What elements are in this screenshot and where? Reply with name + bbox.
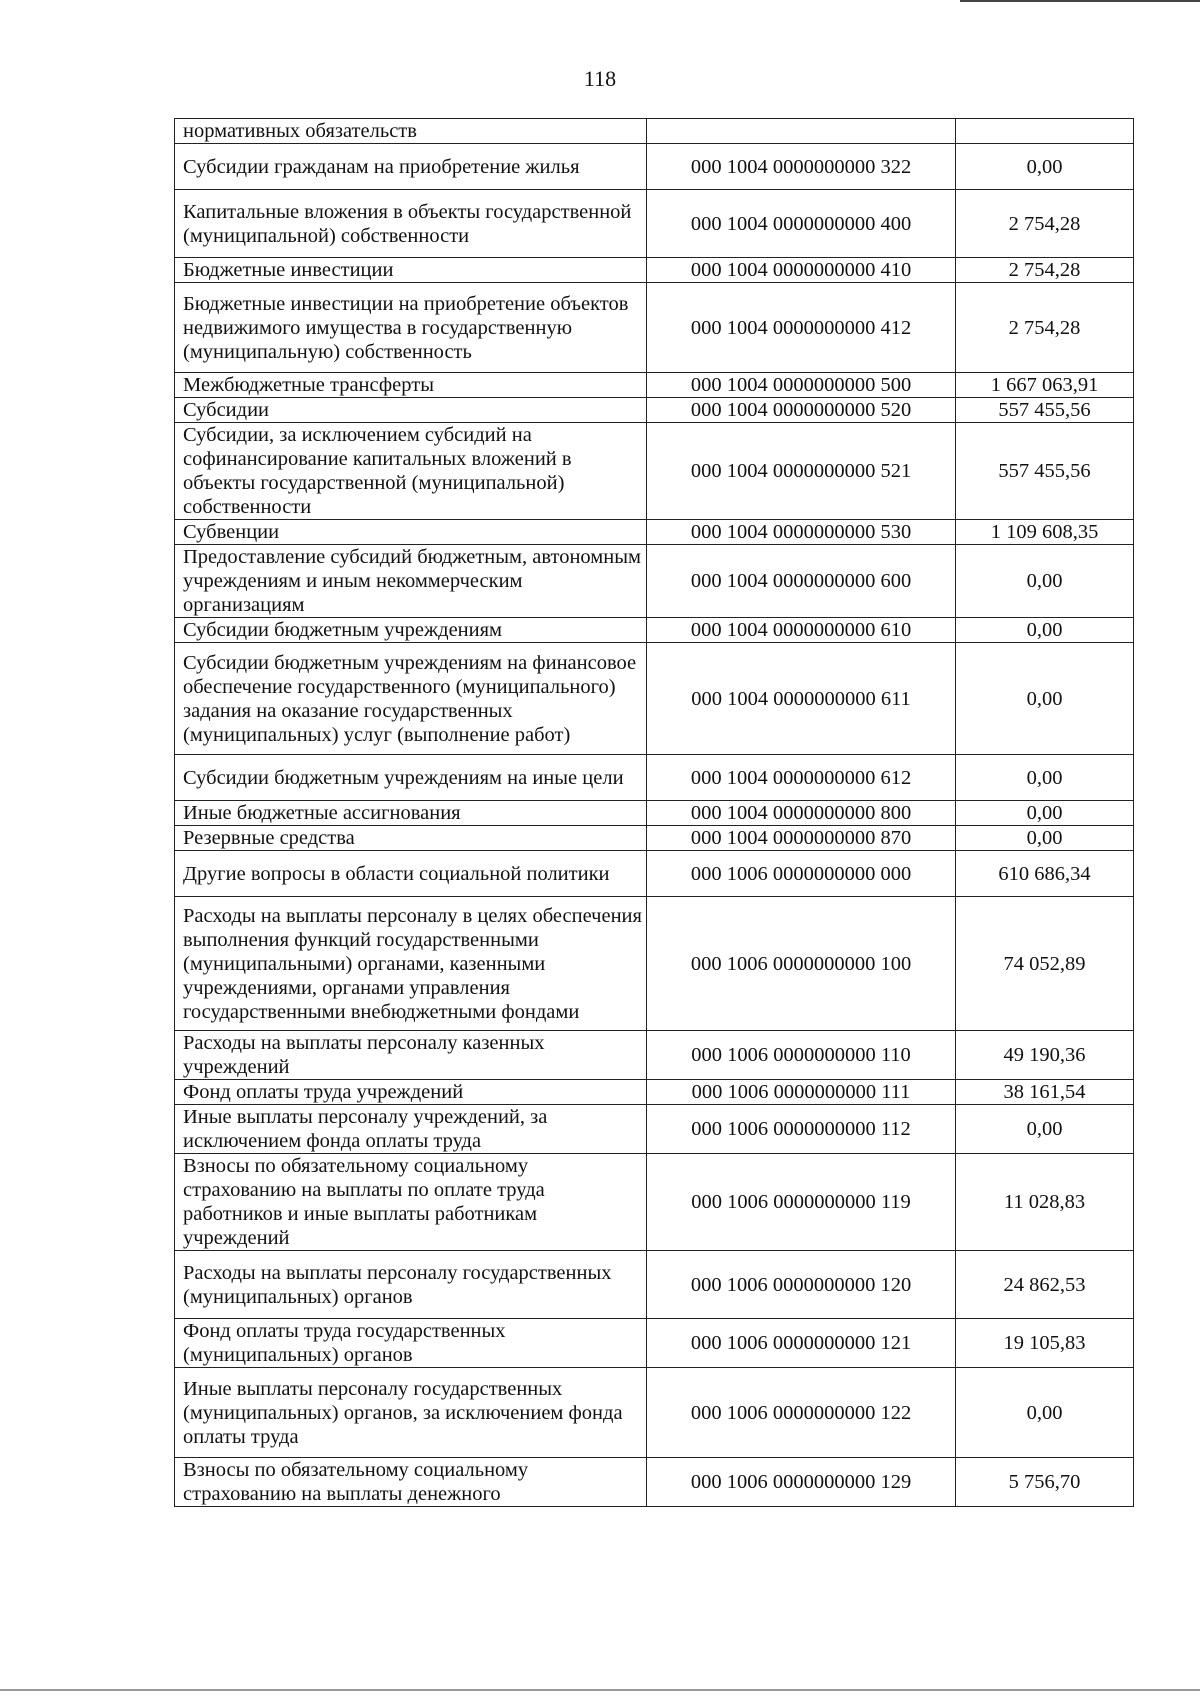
- row-code-cell: 000 1004 0000000000 870: [647, 826, 956, 851]
- row-sum-cell: 0,00: [956, 1105, 1134, 1154]
- row-sum-cell: 19 105,83: [956, 1319, 1134, 1368]
- row-name-cell: Бюджетные инвестиции на приобретение объектов недвижимого имущества в государственную (муниципальную) собственность: [175, 283, 647, 373]
- row-code-cell: 000 1006 0000000000 000: [647, 851, 956, 897]
- row-name-cell: Фонд оплаты труда государственных (муниципальных) органов: [175, 1319, 647, 1368]
- table-row: [175, 618, 1134, 643]
- page-number: 118: [583, 66, 617, 91]
- row-sum-cell: 1 109 608,35: [956, 520, 1134, 545]
- row-name-cell: Другие вопросы в области социальной политики: [175, 851, 647, 897]
- row-code-cell: 000 1004 0000000000 520: [647, 398, 956, 423]
- row-name-cell: Расходы на выплаты персоналу казенных учреждений: [175, 1031, 647, 1080]
- table-row: [175, 190, 1134, 258]
- row-code-cell: 000 1004 0000000000 530: [647, 520, 956, 545]
- row-code-cell: 000 1004 0000000000 612: [647, 755, 956, 801]
- row-code-cell: [647, 119, 956, 144]
- row-sum-cell: 557 455,56: [956, 398, 1134, 423]
- row-code-cell: 000 1004 0000000000 412: [647, 283, 956, 373]
- table-row: [175, 283, 1134, 373]
- table-row: [175, 423, 1134, 520]
- row-sum-cell: 49 190,36: [956, 1031, 1134, 1080]
- table-row: [175, 1251, 1134, 1319]
- row-sum-cell: 38 161,54: [956, 1080, 1134, 1105]
- table-row: [175, 1368, 1134, 1458]
- row-name-cell: Фонд оплаты труда учреждений: [175, 1080, 647, 1105]
- table-row: [175, 520, 1134, 545]
- row-sum-cell: [956, 119, 1134, 144]
- row-code-cell: 000 1004 0000000000 322: [647, 144, 956, 190]
- row-code-cell: 000 1006 0000000000 129: [647, 1458, 956, 1507]
- row-sum-cell: 0,00: [956, 144, 1134, 190]
- row-code-cell: 000 1004 0000000000 800: [647, 801, 956, 826]
- row-sum-cell: 1 667 063,91: [956, 373, 1134, 398]
- row-name-cell: Предоставление субсидий бюджетным, автономным учреждениям и иным некоммерческим организациям: [175, 545, 647, 618]
- row-name-cell: Капитальные вложения в объекты государственной (муниципальной) собственности: [175, 190, 647, 258]
- row-code-cell: 000 1006 0000000000 122: [647, 1368, 956, 1458]
- row-code-cell: 000 1006 0000000000 120: [647, 1251, 956, 1319]
- row-name-cell: Субсидии гражданам на приобретение жилья: [175, 144, 647, 190]
- row-sum-cell: 24 862,53: [956, 1251, 1134, 1319]
- row-sum-cell: 557 455,56: [956, 423, 1134, 520]
- table-row: [175, 1031, 1134, 1080]
- table-row: [175, 897, 1134, 1031]
- row-sum-cell: 74 052,89: [956, 897, 1134, 1031]
- row-sum-cell: 5 756,70: [956, 1458, 1134, 1507]
- row-code-cell: 000 1006 0000000000 121: [647, 1319, 956, 1368]
- row-sum-cell: 2 754,28: [956, 283, 1134, 373]
- row-name-cell: нормативных обязательств: [175, 119, 647, 144]
- row-sum-cell: 0,00: [956, 826, 1134, 851]
- row-code-cell: 000 1004 0000000000 400: [647, 190, 956, 258]
- table-row: [175, 1319, 1134, 1368]
- row-name-cell: Субсидии, за исключением субсидий на софинансирование капитальных вложений в объекты государственной (муниципальной) собственности: [175, 423, 647, 520]
- row-code-cell: 000 1004 0000000000 610: [647, 618, 956, 643]
- row-sum-cell: 2 754,28: [956, 258, 1134, 283]
- row-code-cell: 000 1004 0000000000 611: [647, 643, 956, 755]
- row-name-cell: Иные выплаты персоналу учреждений, за исключением фонда оплаты труда: [175, 1105, 647, 1154]
- row-name-cell: Взносы по обязательному социальному страхованию на выплаты денежного: [175, 1458, 647, 1507]
- row-sum-cell: 0,00: [956, 545, 1134, 618]
- table-row: [175, 398, 1134, 423]
- row-sum-cell: 0,00: [956, 618, 1134, 643]
- scan-edge-top: [960, 0, 1200, 2]
- table-row: [175, 1080, 1134, 1105]
- table-row: [175, 826, 1134, 851]
- row-code-cell: 000 1004 0000000000 410: [647, 258, 956, 283]
- row-name-cell: Расходы на выплаты персоналу в целях обеспечения выполнения функций государственными (муниципальными) органами, казенными учреждениями, органами управления государственными внебюджетными фондами: [175, 897, 647, 1031]
- row-sum-cell: 0,00: [956, 755, 1134, 801]
- row-name-cell: Субвенции: [175, 520, 647, 545]
- row-name-cell: Бюджетные инвестиции: [175, 258, 647, 283]
- table-row: [175, 545, 1134, 618]
- row-name-cell: Иные бюджетные ассигнования: [175, 801, 647, 826]
- budget-table: [174, 118, 1134, 1507]
- table-row: [175, 1458, 1134, 1507]
- row-code-cell: 000 1006 0000000000 111: [647, 1080, 956, 1105]
- row-name-cell: Межбюджетные трансферты: [175, 373, 647, 398]
- row-sum-cell: 11 028,83: [956, 1154, 1134, 1251]
- row-name-cell: Иные выплаты персоналу государственных (муниципальных) органов, за исключением фонда оплаты труда: [175, 1368, 647, 1458]
- row-name-cell: Субсидии бюджетным учреждениям на иные цели: [175, 755, 647, 801]
- row-name-cell: Субсидии бюджетным учреждениям на финансовое обеспечение государственного (муниципального) задания на оказание государственных (муниципальных) услуг (выполнение работ): [175, 643, 647, 755]
- table-row: [175, 801, 1134, 826]
- row-name-cell: Резервные средства: [175, 826, 647, 851]
- table-row: [175, 144, 1134, 190]
- table-row: [175, 755, 1134, 801]
- row-sum-cell: 0,00: [956, 801, 1134, 826]
- row-name-cell: Расходы на выплаты персоналу государственных (муниципальных) органов: [175, 1251, 647, 1319]
- row-name-cell: Субсидии бюджетным учреждениям: [175, 618, 647, 643]
- scan-edge-bottom: [0, 1689, 1200, 1691]
- table-row: [175, 851, 1134, 897]
- table-row: [175, 1154, 1134, 1251]
- table-row: [175, 373, 1134, 398]
- table-row: [175, 119, 1134, 144]
- row-name-cell: Взносы по обязательному социальному страхованию на выплаты по оплате труда работников и иные выплаты работникам учреждений: [175, 1154, 647, 1251]
- row-sum-cell: 0,00: [956, 1368, 1134, 1458]
- row-sum-cell: 610 686,34: [956, 851, 1134, 897]
- row-sum-cell: 2 754,28: [956, 190, 1134, 258]
- row-code-cell: 000 1006 0000000000 119: [647, 1154, 956, 1251]
- row-name-cell: Субсидии: [175, 398, 647, 423]
- row-code-cell: 000 1004 0000000000 600: [647, 545, 956, 618]
- table-row: [175, 643, 1134, 755]
- row-code-cell: 000 1006 0000000000 110: [647, 1031, 956, 1080]
- row-code-cell: 000 1006 0000000000 100: [647, 897, 956, 1031]
- budget-table-body: [175, 119, 1134, 1507]
- row-code-cell: 000 1004 0000000000 500: [647, 373, 956, 398]
- row-code-cell: 000 1004 0000000000 521: [647, 423, 956, 520]
- row-sum-cell: 0,00: [956, 643, 1134, 755]
- row-code-cell: 000 1006 0000000000 112: [647, 1105, 956, 1154]
- table-row: [175, 258, 1134, 283]
- table-row: [175, 1105, 1134, 1154]
